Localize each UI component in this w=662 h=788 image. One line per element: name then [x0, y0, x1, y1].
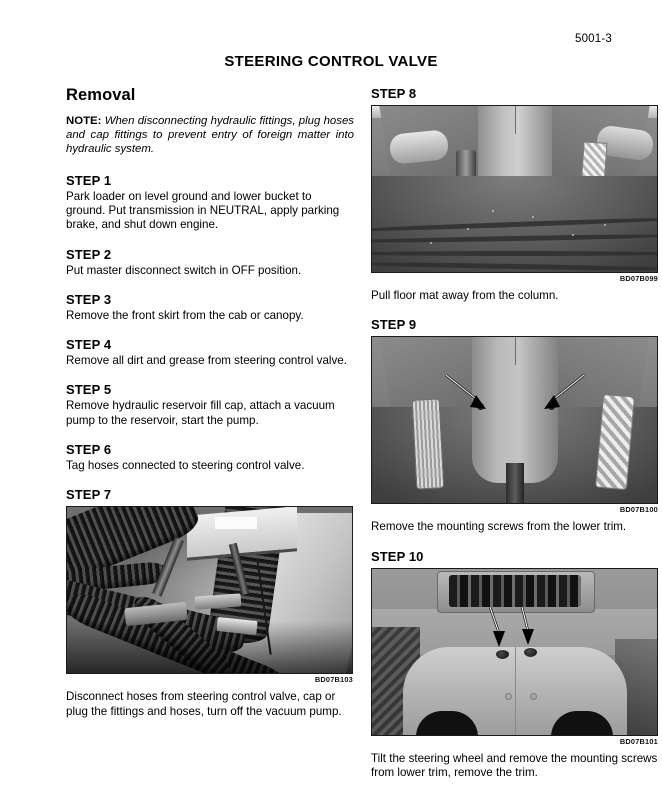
figure-caption-step-10: Tilt the steering wheel and remove the mounting screws from lower trim, remove the trim. [371, 751, 658, 779]
figure-step-10 [371, 568, 658, 746]
figure-step-9 [371, 336, 658, 514]
step-label-1: STEP 1 [66, 172, 112, 188]
figure-caption-step-9: Remove the mounting screws from the lower trim. [371, 520, 627, 534]
arrow-shaft-fill [446, 375, 584, 399]
callout-arrows [372, 569, 657, 735]
arrow-shaft-outline [446, 375, 584, 399]
step-label-3: STEP 3 [66, 291, 112, 307]
step-body-3: Remove the front skirt from the cab or canopy. [66, 308, 304, 322]
step-body-6: Tag hoses connected to steering control valve. [66, 458, 305, 472]
step-body-2: Put master disconnect switch in OFF position. [66, 263, 302, 277]
floor-speck [492, 210, 494, 212]
photo-shadow-overlay [67, 621, 352, 673]
left-column [66, 86, 354, 719]
floor-speck [467, 228, 469, 230]
floor-speck [604, 224, 606, 226]
step-block-8 [371, 86, 659, 303]
section-heading-removal: Removal [66, 86, 136, 104]
figure-code-step-7: BD07B103 [314, 675, 353, 685]
step-block-4 [66, 337, 354, 368]
column-seam [515, 105, 516, 134]
photo-lower-trim-screws [371, 336, 658, 504]
step-body-5: Remove hydraulic reservoir fill cap, attach a vacuum pump to the reservoir, start the pump. [66, 399, 335, 427]
step-label-10: STEP 10 [371, 548, 424, 564]
step-block-2 [66, 247, 354, 278]
step-block-10 [371, 549, 659, 781]
figure-caption-step-7: Disconnect hoses from steering control valve, cap or plug the fittings and hoses, turn off the vacuum pump. [66, 690, 342, 718]
photo-cab-floor-mat [371, 105, 658, 273]
figure-step-8 [371, 105, 658, 283]
step-label-6: STEP 6 [66, 441, 112, 457]
step-block-9 [371, 317, 659, 534]
page-number: 5001-3 [574, 33, 612, 45]
arrow-head-right [522, 629, 534, 645]
figure-code-step-10: BD07B101 [619, 736, 658, 746]
step-body-1: Park loader on level ground and lower bucket to ground. Put transmission in NEUTRAL, apply parking brake, and shut down engine. [66, 189, 340, 232]
step-block-1 [66, 173, 354, 233]
figure-caption-step-8: Pull floor mat away from the column. [371, 289, 559, 302]
step-block-6 [66, 442, 354, 473]
callout-arrows [372, 337, 657, 503]
step-label-4: STEP 4 [66, 337, 112, 353]
right-column [371, 86, 659, 780]
step-block-3 [66, 292, 354, 323]
photo-steering-wheel-trim [371, 568, 658, 736]
arrow-head-left [493, 631, 505, 647]
step-label-8: STEP 8 [371, 86, 417, 101]
photo-hydraulic-hoses [66, 506, 353, 674]
step-block-5 [66, 382, 354, 428]
step-label-2: STEP 2 [66, 246, 112, 262]
box-label-tag [215, 517, 257, 529]
floor-speck [572, 234, 574, 236]
step-body-4: Remove all dirt and grease from steering control valve. [66, 354, 347, 368]
floor-speck [430, 242, 432, 244]
step-label-5: STEP 5 [66, 382, 112, 398]
figure-step-7 [66, 506, 353, 684]
note-paragraph [66, 114, 354, 157]
floor-mat-rib [371, 251, 658, 256]
page-title: STEERING CONTROL VALVE [224, 53, 438, 70]
step-block-7 [66, 487, 354, 719]
figure-code-step-8: BD07B099 [619, 274, 658, 283]
note-lead: NOTE: [66, 115, 102, 127]
figure-code-step-9: BD07B100 [619, 505, 658, 515]
floor-speck [532, 216, 534, 218]
note-text: When disconnecting hydraulic fittings, plug hoses and cap fittings to prevent entry of foreign matter into hydraulic system. [66, 115, 354, 156]
step-label-7: STEP 7 [66, 487, 112, 503]
step-label-9: STEP 9 [371, 317, 417, 333]
